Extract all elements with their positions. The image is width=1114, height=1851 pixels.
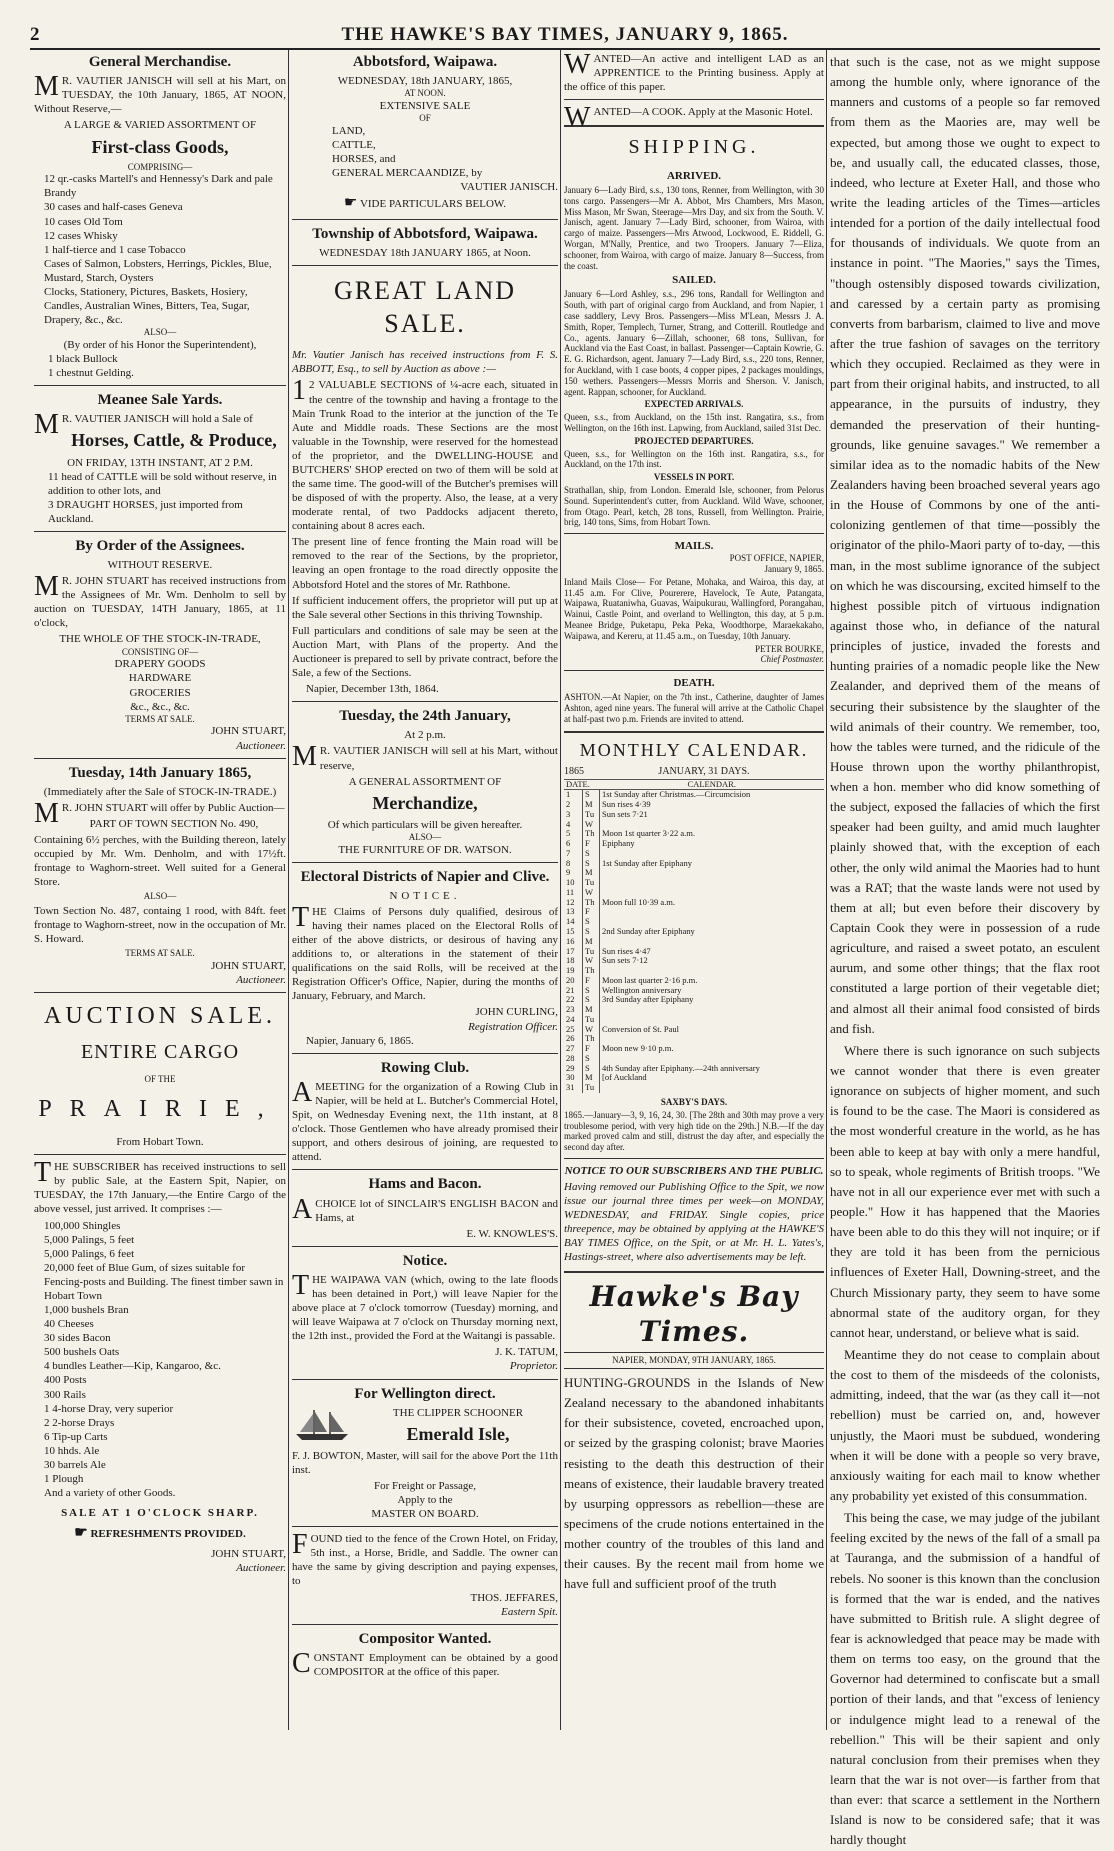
bowton-text: F. J. BOWTON, Master, will sail for the above Port the 11th inst. [292,1449,558,1476]
calendar-weekday: Tu [583,947,600,957]
assignees-sub: WITHOUT RESERVE. [107,559,213,572]
from-hobart: From Hobart Town. [116,1136,204,1149]
calendar-weekday: W [583,820,600,830]
master-text: MASTER ON BOARD. [371,1508,479,1521]
calendar-row [564,868,824,878]
calendar-note: 2nd Sunday after Epiphany [602,926,695,936]
calendar-day: 16 [564,937,583,947]
editorial-paragraph: that such is the case, not as we might suppose among the humble only, where ignorance of the manners and customs of a people so far removed from them as the Maories are, may well be expected, but among those we ought to expect to be, and usually call, the educated classes, those, indeed, who lecture at Exeter Hall, and those who write the leading articles of the Times—articles intended for a portion of the daily intellectual food for thousands of individuals. We quote from an instance in point. "The Maories," says the Times, "though ostensibly disposed towards civilization, and caressed by a certain party as promising converts from barbarism, claimed to live and move after the true fashion of savages on the territory which they occupied. Reclaimed as they were in part from their original habits, and instructed, to all appearance, in the pursuits of industry, they demanded the preservation of their hunting-grounds, like genuine savages." We remember a similar idea as to the nomadic habits of the New Zealanders having been broached several years ago in the House of Commons by one of the anti-colonizing gentlemen of that time—possibly the originator of the philo-Maori party of to-day, —this man, in the most sublime ignorance of the subject on which he was discoursing, excited himself to the highest possible pitch of virtuous indignation against those who, in defiance of the natural principles of justice, invaded the forests and hunting prairies of a nomadic people like the New Zealander, and deprived them of the means of securing their subsistence by the slaughter of the wild animals of their country. We remember, too, how the tables were turned, and the ridicule of the House thrown upon the worthy philanthropist, when a hon. member who did know something of the subject, exposed the fallacies of which the first speaker had been guilty, and amid much laughter plainly showed that, with the exception of each other, the only wild animal the Maories had to hunt was a RAT; that the waste lands were not used by them at all; but even before their discovery by Captain Cook they were in possession of a rude agriculture, and raised a sweet potato, an esculent aurum, and some other things; that the flax root constituted a large portion of their vegetable diet; and almost all their animal food consisted of birds and fish. [830,54,1100,1036]
tuesday-sub: (Immediately after the Sale of STOCK-IN-TRADE.) [43,785,277,798]
calendar-note: 1st Sunday after Christmas.—Circumcision [602,789,751,800]
list-item: 10 hhds. Ale [44,1444,100,1457]
signature-name: PETER BOURKE, [754,643,824,654]
signature-role: Registration Officer. [468,1020,558,1033]
list-item: 10 cases Old Tom [44,215,123,228]
list-item: 12 cases Whisky [44,229,118,242]
signature-role: Auctioneer. [236,1562,286,1575]
list-item: 30 barrels Ale [44,1458,106,1471]
terms-at-sale: TERMS AT SALE. [125,948,195,959]
calendar-col-date: DATE. [566,778,590,789]
found-body: FOUND tied to the fence of the Crown Hotel, on Friday, 5th inst., a Horse, Bridle, and Saddle. The owner can have the same by giving description and paying expenses, to [292,1529,558,1588]
wanted-apprentice: WANTED—An active and intelligent LAD as an APPRENTICE to the Printing business. Apply at the office of this paper. [564,49,824,94]
calendar-weekday: M [583,800,600,810]
calendar-note [600,907,825,917]
calendar-weekday: Tu [583,810,600,820]
tuesday-town: Town Section No. 487, containg 1 rood, with 84ft. feet frontage to Waghorn-street, now in the occupation of Mr. S. Howard. [34,905,286,946]
vessels-heading: VESSELS IN PORT. [653,472,735,483]
arrived-heading: ARRIVED. [666,169,722,182]
calendar-weekday: M [583,1073,600,1083]
calendar-row [564,907,824,917]
saxby-heading: SAXBY'S DAYS. [660,1097,728,1108]
calendar-row [564,1073,824,1083]
meanee-intro: MR. VAUTIER JANISCH will hold a Sale of [34,409,253,441]
tuesday-also: ALSO— [143,891,177,902]
rowing-body: AMEETING for the organization of a Rowing Club in Napier, will be held at L. Butcher's Commercial Hotel, Spit, on Wednesday Evening next, the 11th instant, at 8 o'clock. Those Gentlemen who have already promised their support, and others desirous of joining, are requested to attend. [292,1076,558,1164]
assignees-whole: THE WHOLE OF THE STOCK-IN-TRADE, [59,633,261,646]
calendar-note: Moon full 10·39 a.m. [602,896,675,907]
calendar-year: 1865 [564,765,584,777]
emerald-isle: Emerald Isle, [406,1423,510,1444]
ship-icon [292,1406,352,1442]
tues24-heading: Tuesday, the 24th January, [339,708,511,725]
column-rule [560,50,561,1730]
calendar-day: 22 [564,995,583,1005]
calendar-row [564,1005,824,1015]
list-item: 1,000 bushels Bran [44,1304,129,1317]
calendar-note: Wellington anniversary [602,984,682,995]
calendar-row [564,878,824,888]
calendar-heading: MONTHLY CALENDAR. [579,739,809,760]
calendar-table [564,779,824,1094]
list-item: 6 Tip-up Carts [44,1430,108,1443]
gm-order: (By order of his Honor the Superintendent), [63,338,257,351]
list-item: 4 bundles Leather—Kip, Kangaroo, &c. [44,1360,221,1373]
calendar-row [564,1044,824,1054]
calendar-weekday: W [583,1025,600,1035]
list-item: 5,000 Palings, 6 feet [44,1247,135,1260]
calendar-note: Conversion of St. Paul [602,1023,679,1034]
apply-text: Apply to the [397,1494,453,1507]
calendar-weekday: M [583,937,600,947]
calendar-note: 1st Sunday after Epiphany [602,857,692,868]
gm-assortment: A LARGE & VARIED ASSORTMENT OF [63,119,257,132]
calendar-weekday: F [583,907,600,917]
page-number: 2 [30,24,41,45]
calendar-day: 10 [564,878,583,888]
calendar-weekday: M [583,1005,600,1015]
auction-heading: AUCTION SALE. [44,1003,276,1030]
calendar-day: 26 [564,1034,583,1044]
abbotsford-date: WEDNESDAY, 18th JANUARY, 1865, [337,75,513,88]
list-item: 5,000 Palings, 5 feet [44,1233,135,1246]
calendar-day: 17 [564,947,583,957]
notice-subscribers-heading: NOTICE TO OUR SUBSCRIBERS AND THE PUBLIC. [564,1165,824,1177]
calendar-subhead [564,766,824,779]
list-item: 30 cases and half-cases Geneva [44,201,183,214]
prairie-intro: THE SUBSCRIBER has received instructions to sell by public Sale, at the Eastern Spit, Napier, on TUESDAY, the 17th January,—the Entire Cargo of the above vessel, just arrived. It comprises :— [34,1157,286,1216]
list-item: 300 Rails [44,1388,86,1401]
prairie-title: PRAIRIE, [38,1096,282,1123]
calendar-day: 29 [564,1064,583,1074]
refreshments [34,1524,286,1543]
list-item: 400 Posts [44,1374,87,1387]
list-item: 3 DRAUGHT HORSES, just imported from Auckland. [48,498,243,525]
calendar-weekday: W [583,956,600,966]
signature-name: JOHN STUART, [211,960,286,973]
calendar-day: 15 [564,927,583,937]
electoral-date: Napier, January 6, 1865. [306,1034,414,1047]
calendar-row [564,839,824,849]
calendar-note [600,868,825,878]
shipping-heading: SHIPPING. [628,136,760,159]
abbotsford-items [292,124,558,180]
calendar-row [564,1025,824,1035]
terms-at-sale: TERMS AT SALE. [125,713,195,724]
cargo-heading: ENTIRE CARGO [80,1041,240,1064]
list-item: 1 Plough [44,1472,84,1485]
calendar-day: 1 [564,790,583,800]
calendar-note: Moon last quarter 2·16 p.m. [602,974,698,985]
rowing-heading: Rowing Club. [380,1059,470,1076]
calendar-day: 25 [564,1025,583,1035]
refreshments-text: REFRESHMENTS PROVIDED. [90,1528,246,1541]
calendar-note: Sun sets 7·21 [602,808,648,819]
abbotsford-extensive: EXTENSIVE SALE [379,100,471,113]
calendar-weekday: S [583,986,600,996]
editorial-paragraph: Where there is such ignorance on such subjects we cannot wonder that there is even greater ignorance on subjects of higher moment, and such is found to be the case. The Maori is considered as the most wonderful creature in the world, as he has been able to keep at bay with only a mere handful, so to speak, whole regiments of British troops. "We have not in all our experience ever met with such a people." How it has happened that the Maories have been able to do this they will not inquire; or if they are told it has been from the pernicious influences of Exeter Hall, Downing-street, and the Church Missionary party, they seem to have some abnormal state of the auditory organ, for they cannot hear, understand, or believe what is said. [830,1042,1100,1340]
calendar-day: 5 [564,829,583,839]
calendar-day: 18 [564,956,583,966]
calendar-weekday: S [583,995,600,1005]
sale-at: SALE AT 1 O'CLOCK SHARP. [61,1507,259,1520]
pointing-hand-icon: ☛ [343,195,358,212]
column-4 [830,50,1100,1848]
calendar-note: Moon 1st quarter 3·22 a.m. [602,828,696,839]
calendar-day: 30 [564,1073,583,1083]
gm-goods: First-class Goods, [91,136,229,157]
mails-heading: MAILS. [674,540,714,553]
calendar-weekday: F [583,976,600,986]
calendar-weekday: S [583,1054,600,1064]
calendar-row [564,859,824,869]
great-body-4: Full particulars and conditions of sale may be seen at the Auction Mart, with Plans of the property. And the Auctioneer is prepared to sell by private contract, before the Sale, a few of the Sections. [292,624,558,680]
calendar-day: 24 [564,1015,583,1025]
great-body-2: The present line of fence fronting the Main road will be removed to the rear of the Sections, by the proprietor, leaving an open frontage to the road directly opposite the Abbotsford Hotel and the stores of Mr. Rathbone. [292,536,558,591]
column-3 [564,50,824,1730]
signature-role: Auctioneer. [236,739,286,752]
abbotsford-by: VAUTIER JANISCH. [460,181,558,194]
great-date: Napier, December 13th, 1864. [306,683,439,696]
calendar-row [564,956,824,966]
editorial-paragraph: This being the case, we may judge of the jubilant feeling excited by the news of the fall of a small pa at Tauranga, and the submission of a handful of rebels. No sooner is this known than the conclusion is formed that the war is ended, and the natives have submitted to British rule. A slight degree of fear is acknowledged that peace may be made with them on terms too easy, on the ground that the Governor had determined to confiscate but a small portion of their lands, and that "excess of leniency or indulgence might lead to a renewal of the rebellion." This will be their sapient and only natural conclusion from their premises when they learn that the war is not over—is farther from that than ever: that scarce a settlement in the Northern Island is now to be considered safe; that it was hardly thought [830,1510,1100,1848]
list-item: 1 black Bullock [48,353,118,366]
gm-heading: General Merchandise. [88,54,232,70]
calendar-day: 2 [564,800,583,810]
editorial-opening: HUNTING-GROUNDS in the Islands of New Zealand necessary to the abandoned inhabitants for their subsistence, coveted, encroached upon, or seized by the grasping colonist; brave Maories resisting to the death this destruction of their means of existence, their laudable bravery treated by usurping oppressors as rebellion—these are specimens of the crude notions entertained in the mother country of the troubles of this land and their causes. By the recent mail from home we have full and sufficient proof of the truth [564,1375,824,1592]
cargo-items [34,1219,286,1501]
calendar-row [564,1083,824,1093]
list-item: HARDWARE [128,672,192,685]
list-item: GROCERIES [129,686,191,699]
gm-also: ALSO— [143,327,177,338]
death-heading: DEATH. [673,677,715,690]
calendar-day: 28 [564,1054,583,1064]
calendar-weekday: S [583,927,600,937]
projected-heading: PROJECTED DEPARTURES. [634,435,754,446]
notice-heading: Notice. [402,1252,448,1269]
list-item: HORSES, and [332,153,396,166]
calendar-day: 21 [564,986,583,996]
abbotsford-heading: Abbotsford, Waipawa. [352,54,498,70]
hams-body: ACHOICE lot of SINCLAIR'S ENGLISH BACON and Hams, at [292,1193,558,1225]
list-item: 1 half-tierce and 1 case Tobacco [44,243,186,256]
hams-signature: E. W. KNOWLES'S. [466,1227,558,1240]
calendar-day: 27 [564,1044,583,1054]
signature-name: JOHN STUART, [211,1548,286,1561]
assignees-intro: MR. JOHN STUART has received instructions from the Assignees of Mr. Wm. Denholm to sell by auction on TUESDAY, 14TH January, 1865, at 11 o'clock, [34,571,286,630]
great-land-sale: GREAT LAND SALE. [333,275,517,339]
calendar-day: 13 [564,907,583,917]
signature-name: JOHN CURLING, [475,1006,558,1019]
calendar-day: 9 [564,868,583,878]
signature-role: Auctioneer. [236,974,286,987]
list-item: 40 Cheeses [44,1318,94,1331]
vide-particulars [292,194,558,213]
calendar-note [600,878,825,888]
wellington-heading: For Wellington direct. [354,1385,496,1402]
calendar-day: 19 [564,966,583,976]
wanted-cook: WANTED—A COOK. Apply at the Masonic Hotel. [564,102,813,134]
list-item: 1 chestnut Gelding. [48,367,134,380]
calendar-note: [of Auckland [602,1072,647,1083]
calendar-weekday: Th [583,898,600,908]
projected-text: Queen, s.s., for Wellington on the 16th inst. Rangatira, s.s., for Auckland, on the 17th inst. [564,448,824,470]
expected-text: Queen, s.s., from Auckland, on the 15th inst. Rangatira, s.s., from Wellington, on the 16th inst. Lapwing, from Auckland, sailed 31st Dec. [564,412,824,433]
calendar-day: 6 [564,839,583,849]
calendar-day: 7 [564,849,583,859]
calendar-weekday: Tu [583,1015,600,1025]
signature-name: THOS. JEFFARES, [470,1591,558,1604]
arrived-text: January 6—Lady Bird, s.s., 130 tons, Renner, from Wellington, with 30 tons cargo. Passengers—Mr A. Abbot, Mrs Chambers, Mrs Mason, Miss Mason, Mr Swan, Steerage—Mrs Day, and six from the South. V. Janisch, agent. January 7—Lady Bird, schooner, from Wairoa, with cargo of maize. Passengers—Mrs Atwood, Lockwood, E. Riddell, G. Worgan, M'Nally, Prentice, and two Troopers. January 7—Eliza, schooner, from Wairoa, with cargo of maize. January 8—Success, from the coast. [564,184,824,271]
list-item: 12 qr.-casks Martell's and Hennessy's Dark and pale Brandy [44,173,273,200]
tuesday-body: Containing 6½ perches, with the Building thereon, lately occupied by Mr. Wm. Denholm, and with 17½ft. frontage to Waghorn-street. Well suited for a General Store. [34,834,286,889]
list-item: And a variety of other Goods. [44,1487,176,1500]
gm-intro: MR. VAUTIER JANISCH will sell at his Mart, on TUESDAY, the 10th January, 1865, AT NOON, Without Reserve,— [34,71,286,116]
signature-role: Proprietor. [509,1360,558,1373]
great-instructions: Mr. Vautier Janisch has received instructions from F. S. ABBOTT, Esq., to sell by Auction as above :— [292,349,558,376]
calendar-weekday: S [583,1064,600,1074]
dateline: NAPIER, MONDAY, 9TH JANUARY, 1865. [564,1352,824,1369]
list-item: 11 head of CATTLE will be sold without reserve, in addition to other lots, and [48,470,277,497]
gm-items [34,172,286,327]
calendar-row [564,995,824,1005]
compositor-body: CONSTANT Employment can be obtained by a good COMPOSITOR at the office of this paper. [292,1647,558,1679]
township-heading: Township of Abbotsford, Waipawa. [312,225,538,242]
list-item: 1 4-horse Dray, very superior [44,1402,174,1415]
abbotsford-time: AT NOON. [404,88,446,99]
waipawa-body: THE WAIPAWA VAN (which, owing to the late floods has been detained in Port,) will leave Napier for the above place at 7 o'clock tomorrow (Tuesday) morning, and will leave Waipawa at 7 o'clock on Thursday morning next, the 12th inst., provided the Ford at the Waitangi is passable. [292,1269,558,1343]
meanee-title: Horses, Cattle, & Produce, [71,430,277,451]
column-2 [292,50,558,1730]
sailed-heading: SAILED. [672,274,716,287]
vessels-text: Strathallan, ship, from London. Emerald Isle, schooner, from Pelorus Sound. Superintendent's cutter, from Auckland. Wild Wave, schooner, from Otago. Pearl, ketch, 28 tons, Russell, from Wellington. Prairie, brig, 140 tons, Sims, from Hobart Town. [564,484,824,528]
column-rule [826,50,827,1730]
calendar-note: Epiphany [602,838,635,849]
editorial-paragraph: Meantime they do not cease to complain about the cost to them of the misdeeds of the colonists, admitting, indeed, that the war (as they call it—not rebellion) must be carried on, and, however unjustly, the Maori must be subdued, wondering when it will be done with a people so very brave, anxiously waiting for each mail to know whether any probability yet existed of this consummation. [830,1347,1100,1503]
abbotsford-of: OF [419,113,431,124]
calendar-weekday: F [583,839,600,849]
list-item: 20,000 feet of Blue Gum, of sizes suitable for Fencing-posts and Building. The finest timber sawn in Hobart Town [44,1261,284,1302]
calendar-row [564,810,824,820]
list-item: DRAPERY GOODS [114,658,206,671]
sailed-text: January 6—Lord Ashley, s.s., 296 tons, Randall for Wellington and South, with part of original cargo from Auckland, and from Napier, 1 case saddlery, Levy Bros. Passengers—Miss M'Lean, Messrs J. A. Smith, Roper, Templech, Turner, Strang, and Cotterill. Routledge and Co., agents. January 6—Zillah, schooner, 68 tons, Sullivan, for Auckland via the East Coast, in ballast. Passenger—Captain Kowrie, G. E. G. Richardson, agent. January 7—Lady Bird, s.s., 220 tons, Renner, for Auckland, with 1 case boots, 4 copper pipes, 2 packages mouldings, 150 wethers. Passengers—Messrs Morris and Sherson. V. Janisch, agent. Rappan, schooner, for Auckland. [564,289,824,397]
calendar-weekday: Th [583,966,600,976]
pointing-hand-icon: ☛ [74,1525,88,1542]
great-body-3: If sufficient inducement offers, the proprietor will put up at the Sale several other Sections in this thriving Township. [292,594,558,621]
newspaper-title: THE HAWKE'S BAY TIMES, JANUARY 9, 1865. [341,24,789,45]
calendar-day: 8 [564,859,583,869]
nameplate: Hawke's Bay Times. [589,1279,799,1349]
tuesday-heading: Tuesday, 14th January 1865, [68,764,252,781]
masthead [30,26,1100,50]
list-item: CATTLE, [332,139,376,152]
hams-heading: Hams and Bacon. [368,1176,482,1193]
post-office: POST OFFICE, NAPIER, [729,553,824,564]
list-item: 100,000 Shingles [44,1219,121,1232]
tuesday-intro: MR. JOHN STUART will offer by Public Auction— [34,797,285,829]
list-item: &c., &c., &c. [130,700,190,713]
signature-name: JOHN STUART, [211,725,286,738]
calendar-month: JANUARY, 31 DAYS. [658,765,750,777]
list-item: Cases of Salmon, Lobsters, Herrings, Pickles, Blue, Mustard, Starch, Oysters [44,257,272,284]
calendar-row [564,927,824,937]
calendar-note [600,1005,825,1015]
assignees-consisting: CONSISTING OF— [121,646,199,657]
calendar-day: 12 [564,898,583,908]
tues24-merch: Merchandize, [372,792,478,813]
calendar-body [564,790,824,1093]
calendar-weekday: F [583,1044,600,1054]
list-item: 500 bushels Oats [44,1346,120,1359]
column-rule [288,50,289,1730]
signature-name: J. K. TATUM, [495,1346,558,1359]
calendar-weekday: Th [583,829,600,839]
electoral-heading: Electoral Districts of Napier and Clive. [300,868,550,885]
tues24-also: ALSO— [408,831,442,842]
notice-label: NOTICE. [389,889,461,902]
compositor-heading: Compositor Wanted. [358,1630,492,1647]
calendar-day: 4 [564,820,583,830]
calendar-weekday: S [583,859,600,869]
meanee-date: ON FRIDAY, 13TH INSTANT, AT 2 P.M. [67,456,253,469]
electoral-body: THE Claims of Persons duly qualified, desirous of having their names placed on the Electoral Rolls of either of the above districts, or desirous of having any additions to, or alterations in the statement of their qualifications on the said Rolls, will be received at the Registration Officer's Office, Napier, during the months of January, February, and March. [292,901,558,1003]
calendar-weekday: Tu [583,878,600,888]
great-body-1: 12 VALUABLE SECTIONS of ¼-acre each, situated in the centre of the township and having a frontage to the Main Trunk Road to the interior at the junction of the Te Aute and Middle roads. These Sections are the most valuable in the Township, were reserved for the homestead of the proprietor, and the DWELLING-HOUSE and BUTCHERS' SHOP erected on two of them will be sold at the same time. The good-will of the Butcher's premises will be disposed of with the property. Also, the lease, at a very moderate rental, of two Paddocks adjacent thereto, containing about 8 acres each. [292,375,558,533]
assignees-heading: By Order of the Assignees. [75,537,245,554]
calendar-note: 3rd Sunday after Epiphany [602,994,694,1005]
mails-text: Inland Mails Close— For Petane, Mohaka, and Wairoa, this day, at 11.45 a.m. For Clive, Pourerere, Havelock, Te Aute, Patangata, Waipawa, Ruataniwha, Guavas, Waipukurau, Wallingford, Porangahau, Wainui, Castle Point, and overland to Wellington, this day, at 5 p.m. Meanee Bridge, Puketapu, Peka Peka, Woodthorpe, Maraekakaho, Waipawa, and Kereru, at 11.45 a.m., on Tuesday, 10th January. [564,576,824,641]
calendar-row [564,898,824,908]
tues24-intro: MR. VAUTIER JANISCH will sell at his Mart, without reserve, [292,741,558,773]
calendar-note: Sun rises 4·39 [602,799,651,810]
tues24-general: A GENERAL ASSORTMENT OF [348,775,502,788]
schooner-advert [292,1406,558,1477]
clipper-label: THE CLIPPER SCHOONER [392,1406,524,1419]
calendar-note [600,1083,825,1093]
saxby-text: 1865.—January—3, 9, 16, 24, 30. [The 28th and 30th may prove a very troublesome period, with very high tide on the 29th.] N.B.—If the day marked proved calm and still, distrust the day after, and especially the second day after. [564,1109,824,1153]
signature-role: Chief Postmaster. [760,654,824,665]
list-item: 2 2-horse Drays [44,1416,115,1429]
column-1 [34,50,286,1730]
calendar-day: 3 [564,810,583,820]
notice-subscribers-text: Having removed our Publishing Office to the Spit, we now issue our journal three times per week—on MONDAY, WEDNESDAY, and FRIDAY. Single copies, price threepence, may be obtained by applying at the HAWKE'S BAY TIMES Office, on the Spit, or at Mr. H. L. Yates's, Hastings-street, where also advertisements may be left. [564,1181,824,1264]
calendar-weekday: S [583,849,600,859]
meanee-heading: Meanee Sale Yards. [97,392,223,409]
calendar-weekday: Th [583,1034,600,1044]
calendar-weekday: M [583,868,600,878]
calendar-note: Sun rises 4·47 [602,945,651,956]
tues24-time: At 2 p.m. [404,729,446,742]
calendar-day: 31 [564,1083,583,1093]
freight-text: For Freight or Passage, [373,1479,477,1492]
list-item: Clocks, Stationery, Pictures, Baskets, Hosiery, Candles, Australian Wines, Bitters, Tea, Sugar, Drapery, &c., &c. [44,285,250,327]
death-text: ASHTON.—At Napier, on the 7th inst., Catherine, daughter of James Ashton, aged nine years. The funeral will arrive at the Catholic Chapel at half-past two p.m. Friends are invited to attend. [564,692,824,724]
township-date: WEDNESDAY 18th JANUARY 1865, at Noon. [319,246,531,259]
list-item: LAND, [332,124,366,137]
calendar-note: Sun sets 7·12 [602,955,648,966]
calendar-note: Moon new 9·10 p.m. [602,1043,674,1054]
calendar-day: 23 [564,1005,583,1015]
calendar-weekday: S [583,790,600,800]
expected-heading: EXPECTED ARRIVALS. [644,399,744,410]
calendar-weekday: S [583,917,600,927]
calendar-weekday: W [583,888,600,898]
calendar-day: 20 [564,976,583,986]
vide-text: VIDE PARTICULARS BELOW. [359,198,507,211]
signature-role: Eastern Spit. [501,1605,558,1618]
tuesday-part: PART OF TOWN SECTION No. 490, [89,817,259,830]
post-date: January 9, 1865. [764,564,824,575]
calendar-note: 4th Sunday after Epiphany.—24th anniversary [602,1062,760,1073]
of-the: OF THE [144,1073,176,1084]
list-item: 30 sides Bacon [44,1332,111,1345]
calendar-weekday: Tu [583,1083,600,1093]
tues24-partic: Of which particulars will be given hereafter. [327,818,523,831]
list-item: GENERAL MERCAANDIZE, by [332,167,483,180]
tues24-furniture: THE FURNITURE OF DR. WATSON. [338,843,512,856]
calendar-day: 14 [564,917,583,927]
gm-comprising: COMPRISING— [127,161,193,172]
calendar-day: 11 [564,888,583,898]
calendar-col-cal: CALENDAR. [687,778,736,789]
